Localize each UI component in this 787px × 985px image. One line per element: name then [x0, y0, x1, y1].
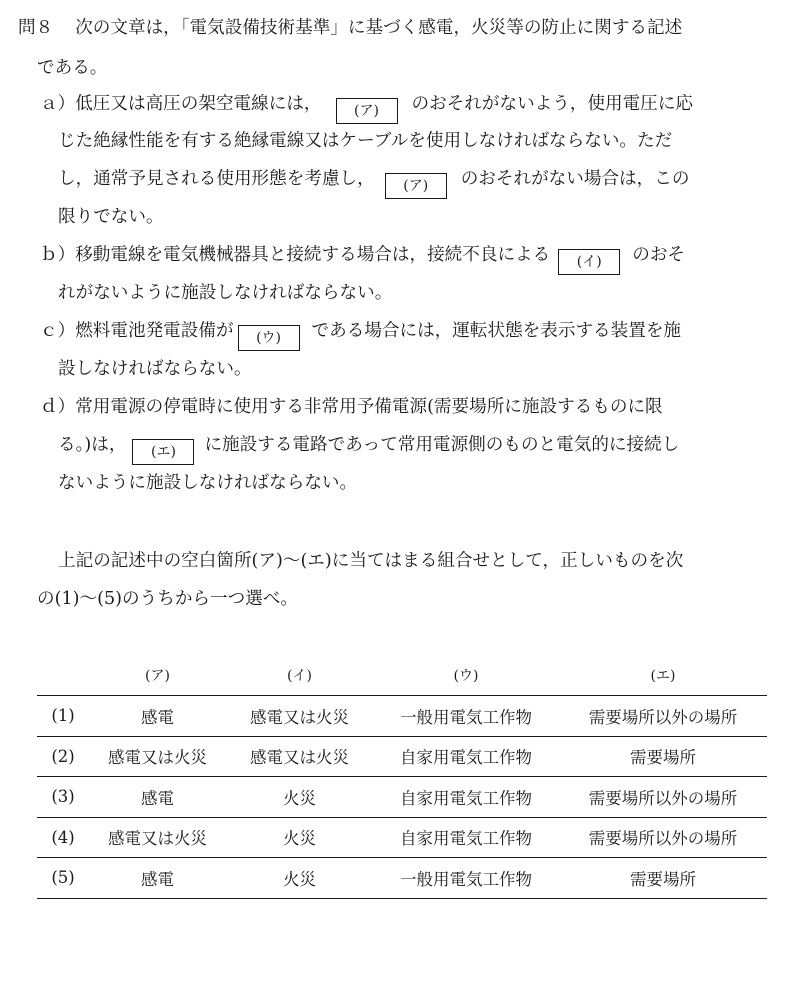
- item-b-text: ｂ）移動電線を電気機械器具と接続する場合は，接続不良による: [40, 245, 551, 265]
- item-a-text: し，通常予見される使用形態を考慮し，: [58, 169, 375, 189]
- table-cell: 一般用電気工作物: [400, 869, 532, 889]
- item-d-line-1: ｄ）常用電源の停電時に使用する非常用予備電源(需要場所に施設するものに限: [40, 397, 663, 417]
- item-d-text: に施設する電路であって常用電源側のものと電気的に接続し: [204, 435, 680, 455]
- choice-number: (3): [51, 787, 75, 807]
- item-d-line-2: [58, 437, 679, 465]
- table-header-cell: (ウ): [453, 668, 479, 684]
- table-cell: 火災: [283, 869, 316, 889]
- question-intro: 次の文章は，「電気設備技術基準」に基づく感電，火災等の防止に関する記述: [75, 18, 683, 38]
- item-c-line-2: 設しなければならない。: [58, 359, 252, 379]
- item-a-text: のおそれがない場合は，この: [460, 169, 690, 189]
- choice-number: (2): [51, 746, 75, 766]
- item-b-text: のおそ: [632, 245, 686, 265]
- item-a-line-1: [40, 96, 693, 124]
- table-cell: 自家用電気工作物: [400, 829, 532, 849]
- table-header-cell: (ア): [145, 668, 170, 684]
- table-cell: 自家用電気工作物: [400, 788, 532, 808]
- blank-i-box: (イ): [558, 249, 620, 275]
- instruction-line-1: 上記の記述中の空白箇所(ア)～(エ)に当てはまる組合せとして，正しいものを次: [58, 551, 684, 571]
- item-a-text: のおそれがないよう，使用電圧に応: [411, 94, 694, 114]
- table-cell: 感電: [141, 788, 174, 808]
- blank-a-box: (ア): [385, 173, 447, 199]
- table-row: [37, 858, 767, 899]
- table-cell: 感電: [141, 707, 174, 727]
- choice-number: (1): [51, 706, 75, 726]
- item-c-text: ｃ）燃料電池発電設備が: [40, 321, 234, 341]
- table-row: [37, 817, 767, 858]
- item-a-line-4: 限りでない。: [58, 207, 164, 227]
- table-cell: 感電又は火災: [250, 707, 349, 727]
- blank-u-box: (ウ): [238, 325, 300, 351]
- item-c-text: である場合には，運転状態を表示する装置を施: [311, 321, 682, 341]
- table-header-row: [37, 655, 767, 696]
- table-cell: 感電又は火災: [108, 829, 207, 849]
- choice-number: (5): [51, 868, 75, 888]
- table-cell: 火災: [283, 788, 316, 808]
- item-a-line-3: [58, 171, 689, 199]
- table-cell: 自家用電気工作物: [400, 748, 532, 768]
- table-cell: 感電: [141, 869, 174, 889]
- table-cell: 感電又は火災: [250, 748, 349, 768]
- choice-number: (4): [51, 827, 75, 847]
- item-a-text: ａ）低圧又は高圧の架空電線には，: [40, 94, 322, 114]
- table-row: [37, 777, 767, 818]
- table-cell: 需要場所: [630, 869, 696, 889]
- instruction-line-2: の(1)～(5)のうちから一つ選べ。: [37, 589, 298, 609]
- item-b-line-2: れがないように施設しなければならない。: [58, 283, 393, 303]
- item-d-line-3: ないように施設しなければならない。: [58, 473, 358, 493]
- table-header-cell: [37, 655, 89, 696]
- table-row: [37, 736, 767, 777]
- answer-choice-table: [37, 655, 767, 899]
- item-d-text: る。)は，: [58, 435, 127, 455]
- question-header-line: [18, 20, 682, 38]
- table-cell: 需要場所以外の場所: [588, 707, 738, 727]
- table-cell: 火災: [283, 829, 316, 849]
- question-number: 問８: [18, 18, 54, 38]
- table-cell: 需要場所以外の場所: [588, 788, 738, 808]
- table-cell: 需要場所以外の場所: [588, 829, 738, 849]
- table-cell: 需要場所: [630, 748, 696, 768]
- table-cell: 感電又は火災: [108, 748, 207, 768]
- question-intro-cont: である。: [37, 58, 108, 78]
- table-row: [37, 696, 767, 737]
- item-a-line-2: じた絶縁性能を有する絶縁電線又はケーブルを使用しなければならない。ただ: [58, 131, 673, 151]
- table-header-cell: (エ): [650, 668, 676, 684]
- blank-a-box: (ア): [336, 98, 398, 124]
- item-c-line-1: [40, 323, 681, 351]
- table-cell: 一般用電気工作物: [400, 707, 532, 727]
- table-header-cell: (イ): [287, 668, 312, 684]
- item-b-line-1: [40, 247, 685, 275]
- blank-e-box: (エ): [132, 439, 194, 465]
